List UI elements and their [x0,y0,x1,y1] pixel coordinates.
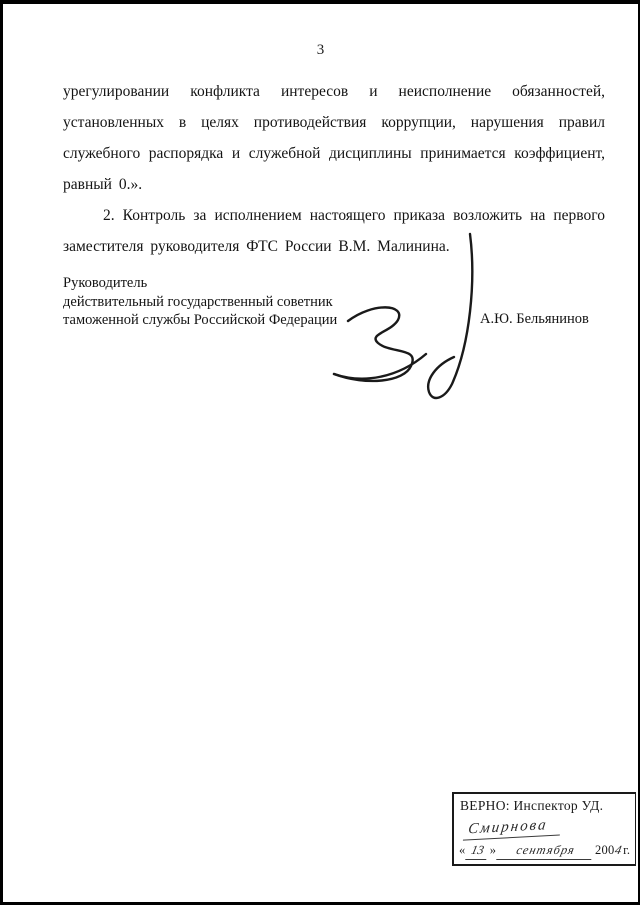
signer-name: А.Ю. Бельянинов [480,311,589,327]
signer-title-line-3: таможенной службы Российской Федерации [63,312,338,328]
date-quote-close: » [489,843,496,857]
date-year-handwritten: 4 [613,843,623,857]
date-year-group [595,843,621,858]
signer-title-line-2: действительный государственный советник [63,293,333,310]
date-year-printed: 200 [594,843,615,857]
certification-stamp [452,792,636,866]
date-quote-open: « [459,843,466,857]
stamp-certify-label: ВЕРНО: Инспектор УД. [460,798,604,813]
page-number: 3 [316,42,325,58]
stamp-signature-row [454,816,635,839]
document-body [63,76,605,262]
signer-title-line-1: Руководитель [63,275,148,291]
paragraph-2: 2. Контроль за исполнением настоящего приказа возложить на первого заместителя руководителя ФТС России В.М. Малинина. [63,207,605,255]
date-year-suffix: г. [623,843,630,857]
date-day-handwritten: 13 [465,843,489,860]
date-month-handwritten: сентября [496,843,595,860]
stamp-date-row [454,839,635,860]
inspector-handwritten-signature: Смирнова [463,816,563,840]
paragraph-continuation: урегулировании конфликта интересов и неисполнение обязанностей, установленных в целях противодействия коррупции, нарушения правил служебного распорядка и служебной дисциплины принимается коэффициент, равный 0.». [63,83,605,193]
